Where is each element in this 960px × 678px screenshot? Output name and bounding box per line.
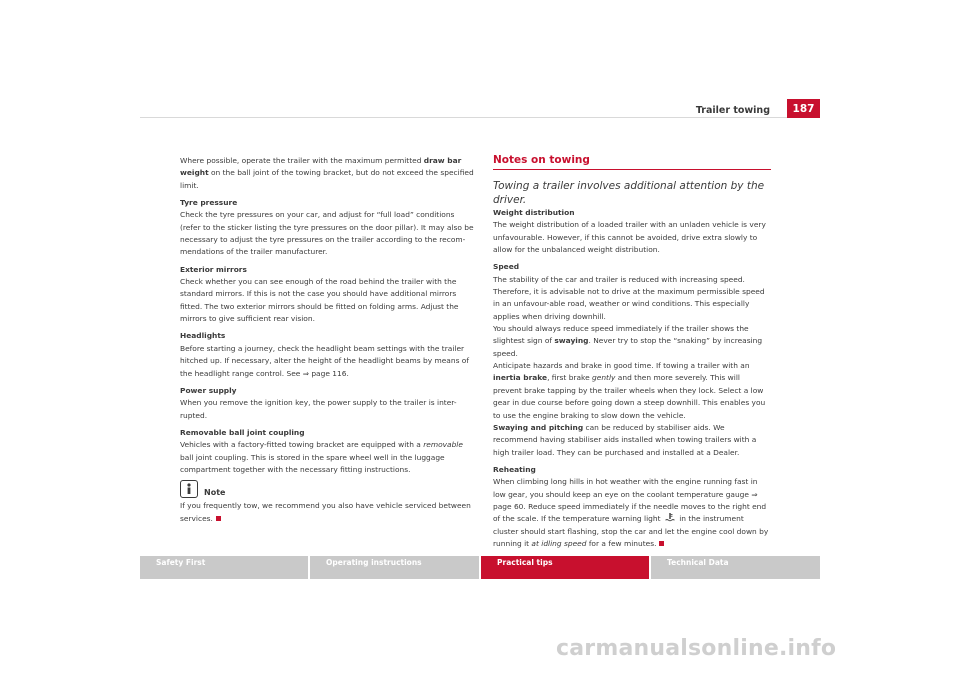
section-end-marker	[659, 541, 664, 546]
pitch-bold: Swaying and pitching	[493, 422, 584, 432]
note-text: If you frequently tow, we recommend you also have vehicle serviced between services.	[180, 501, 471, 523]
note-heading-row	[180, 480, 475, 498]
mirrors-paragraph: Check whether you can see enough of the road behind the trailer with the standard mirrors. If this is not the case you should have additional mirrors fitted. The two exterior mirrors should be fitted on folding arms. Adjust the mirrors to give sufficient rear vision.	[180, 277, 459, 324]
power-heading: Power supply	[180, 385, 237, 395]
tyre-heading: Tyre pressure	[180, 198, 238, 208]
reheat-italic: at idling speed	[531, 538, 587, 548]
brake-text-2: , first brake	[547, 373, 593, 383]
mirrors-heading: Exterior mirrors	[180, 264, 247, 274]
reheat-heading: Reheating	[493, 464, 536, 474]
nav-tab-technical-data[interactable]: Technical Data	[651, 556, 820, 579]
reheat-text-end: for a few minutes.	[586, 538, 657, 548]
coupling-heading: Removable ball joint coupling	[180, 427, 305, 437]
brake-text-end: and then more severely. This will prevent brake tapping by the trailer wheels when they lock. Select a low gear in due course before going down a steep downhill. This enables you to use the engine braking to slow down the vehicle.	[493, 373, 766, 420]
weight-paragraph: The weight distribution of a loaded trailer with an unladen vehicle is very unfavourable. However, if this cannot be avoided, drive extra slowly to allow for the unbalanced weight distribution.	[493, 220, 766, 255]
brake-bold: inertia brake	[493, 373, 548, 383]
intro-text: Where possible, operate the trailer with the maximum permitted	[180, 156, 424, 165]
pitch-text: can be reduced by stabiliser aids. We recommend having stabiliser aids installed when towing trailers with a high trailer load. They can be purchased and installed at a Dealer.	[493, 422, 757, 457]
headlights-paragraph: Before starting a journey, check the headlight beam settings with the trailer hitched up. If necessary, alter the height of the headlight beams by means of the headlight range control. See ⇒ page 116.	[180, 343, 469, 378]
left-column	[180, 155, 475, 525]
section-title: Notes on towing	[493, 154, 590, 166]
nav-tab-practical-tips[interactable]: Practical tips	[481, 556, 649, 579]
brake-text: Anticipate hazards and brake in good time. If towing a trailer with an	[493, 361, 750, 371]
nav-tab-safety-first[interactable]: Safety First	[140, 556, 308, 579]
headlights-heading: Headlights	[180, 331, 226, 341]
sway-text: You should always reduce speed immediately if the trailer shows the slightest sign of	[493, 324, 749, 346]
right-column	[493, 153, 771, 550]
coupling-italic: removable	[423, 440, 463, 450]
header-rule	[140, 117, 820, 118]
weight-heading: Weight distribution	[493, 208, 575, 217]
page-header-title: Trailer towing	[695, 105, 770, 116]
note-info-icon	[180, 480, 198, 498]
sway-paragraph	[493, 323, 771, 360]
speed-paragraph: The stability of the car and trailer is reduced with increasing speed. Therefore, it is advisable not to drive at the maximum permissible speed in an unfavour-able road, weather or wind conditions. This especially applies when driving downhill.	[493, 274, 765, 321]
sway-text-end: . Never try to stop the “snaking” by increasing speed.	[493, 336, 763, 358]
page-number-badge: 187	[787, 99, 820, 118]
intro-text-end: on the ball joint of the towing bracket, but do not exceed the specified limit.	[180, 168, 474, 190]
pitch-paragraph	[493, 422, 771, 459]
tyre-paragraph: Check the tyre pressures on your car, and adjust for “full load” conditions (refer to the sticker listing the tyre pressures on the door pillar). It may also be necessary to adjust the tyre pressures on the trailer according to the recom-mendations of the trailer manufacturer.	[180, 210, 474, 257]
note-paragraph	[180, 500, 475, 525]
section-title-rule	[493, 169, 771, 170]
nav-tab-operating-instructions[interactable]: Operating instructions	[310, 556, 479, 579]
coupling-paragraph	[180, 439, 475, 476]
brake-italic: gently	[592, 373, 616, 383]
coupling-text: Vehicles with a factory-fitted towing bracket are equipped with a	[180, 440, 424, 450]
brake-paragraph	[493, 360, 771, 422]
coupling-text-end: ball joint coupling. This is stored in the spare wheel well in the luggage compartment together with the necessary fitting instructions.	[180, 452, 445, 474]
section-subtitle: Towing a trailer involves additional attention by the driver.	[493, 180, 765, 206]
intro-bold: draw bar weight	[180, 156, 462, 178]
intro-paragraph	[180, 155, 475, 192]
watermark: carmanualsonline.info	[556, 636, 837, 661]
reheat-paragraph	[493, 476, 771, 550]
coolant-temperature-warning-icon	[665, 513, 675, 522]
power-paragraph: When you remove the ignition key, the power supply to the trailer is inter-rupted.	[180, 398, 457, 420]
reheat-text-2: in the instrument cluster should start flashing, stop the car and let the engine cool down by running it	[493, 514, 769, 548]
reheat-text: When climbing long hills in hot weather with the engine running fast in low gear, you should keep an eye on the coolant temperature gauge ⇒ page 60. Reduce speed immediately if the needle moves to the right end of the scale. If the temperature warning light	[493, 477, 767, 524]
sway-bold: swaying	[554, 336, 589, 346]
note-label: Note	[204, 488, 226, 498]
section-end-marker	[216, 516, 221, 521]
speed-heading: Speed	[493, 262, 520, 272]
